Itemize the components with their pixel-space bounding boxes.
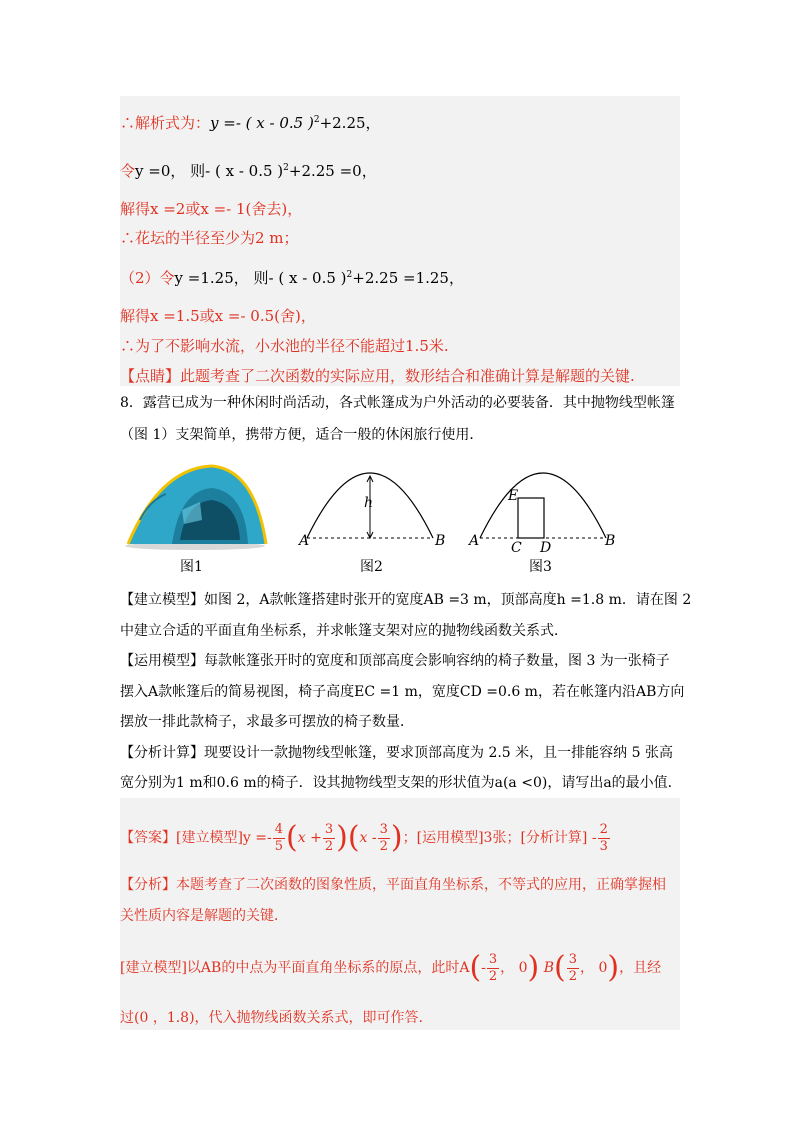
question-calc-1: 【分析计算】现要设计一款抛物线型帐篷，要求顶部高度为 2.5 米，且一排能容纳 5 张高 xyxy=(120,745,673,761)
analysis-line-2: 关性质内容是解题的关键． xyxy=(120,908,288,924)
question-apply-3: 摆放一排此款椅子，求最多可摆放的椅子数量． xyxy=(120,714,414,730)
analysis-line-4: 过(0 ，1.8)，代入抛物线函数关系式，即可作答. xyxy=(120,1010,423,1026)
fig2-label-A: A xyxy=(299,533,310,549)
fig3-label-A: A xyxy=(469,533,480,549)
question-apply-1: 【运用模型】每款帐篷张开时的宽度和顶部高度会影响容纳的椅子数量，图 3 为一张椅子 xyxy=(120,653,670,669)
fig1-caption: 图1 xyxy=(180,559,203,575)
fig3-label-E: E xyxy=(508,488,519,504)
question-calc-2: 宽分别为1 m和0.6 m的椅子．设其抛物线型支架的形状值为a(a <0)，请写出a的最小值． xyxy=(120,775,682,791)
solution-line-6: 解得x =1.5或x =- 0.5(舍)， xyxy=(120,307,316,325)
tent-photo xyxy=(120,460,270,552)
question-model-2: 中建立合适的平面直角坐标系，并求帐篷支架对应的抛物线函数关系式． xyxy=(120,623,568,639)
analysis-line-3: [建立模型]以AB的中点为平面直角坐标系的原点，此时A(- $\frac{3}{2}$ ， 0) B( $\frac{3}{2}$ ， 0)，且经 xyxy=(120,950,662,985)
solution-line-3: 解得x =2或x =- 1(舍去)， xyxy=(120,200,303,218)
solution-line-7: ∴为了不影响水流，小水池的半径不能超过1.5米. xyxy=(120,337,449,355)
solution-line-4: ∴花坛的半径至少为2 m； xyxy=(120,229,299,247)
solution-line-5: （2）令y =1.25， 则- ( x - 0.5 )$^2$+2.25 =1.25， xyxy=(120,269,464,287)
fig3-label-D: D xyxy=(540,540,552,556)
analysis-line-1: 【分析】本题考查了二次函数的图象性质，平面直角坐标系，不等式的应用，正确掌握相 xyxy=(120,877,666,893)
fig3-label-B: B xyxy=(605,533,616,549)
fig2-diagram xyxy=(295,460,455,552)
solution-line-8: 【点睛】此题考查了二次函数的实际应用，数形结合和准确计算是解题的关键. xyxy=(120,367,635,385)
solution-line-2: 令y =0， 则- ( x - 0.5 )$^2$+2.25 =0， xyxy=(120,162,377,180)
question-intro-2: （图 1）支架简单，携带方便，适合一般的休闲旅行使用． xyxy=(120,427,484,443)
answer-line: 【答案】[建立模型]y =- $\frac{4}{5}$ (x + $\frac{3}{2}$ )(x - $\frac{3}{2}$ )；[运用模型]3张；[分析计算] - $\frac{2}{3}$ xyxy=(120,820,608,855)
solution-line-1: ∴解析式为：y =- ( x - 0.5 )$^2$+2.25， xyxy=(120,114,381,132)
fig3-caption: 图3 xyxy=(529,559,552,575)
fig2-caption: 图2 xyxy=(360,559,383,575)
fig3-label-C: C xyxy=(511,540,522,556)
question-model-1: 【建立模型】如图 2，A款帐篷搭建时张开的宽度AB =3 m，顶部高度h =1.8 m．请在图 2 xyxy=(120,592,692,608)
question-intro-1: 8．露营已成为一种休闲时尚活动，各式帐篷成为户外活动的必要装备．其中抛物线型帐篷 xyxy=(120,395,675,411)
fig3-diagram xyxy=(468,460,628,552)
fig2-label-h: h xyxy=(364,495,374,511)
question-apply-2: 摆入A款帐篷后的简易视图，椅子高度EC =1 m，宽度CD =0.6 m，若在帐篷内沿AB方向 xyxy=(120,684,685,700)
fig2-label-B: B xyxy=(435,533,446,549)
